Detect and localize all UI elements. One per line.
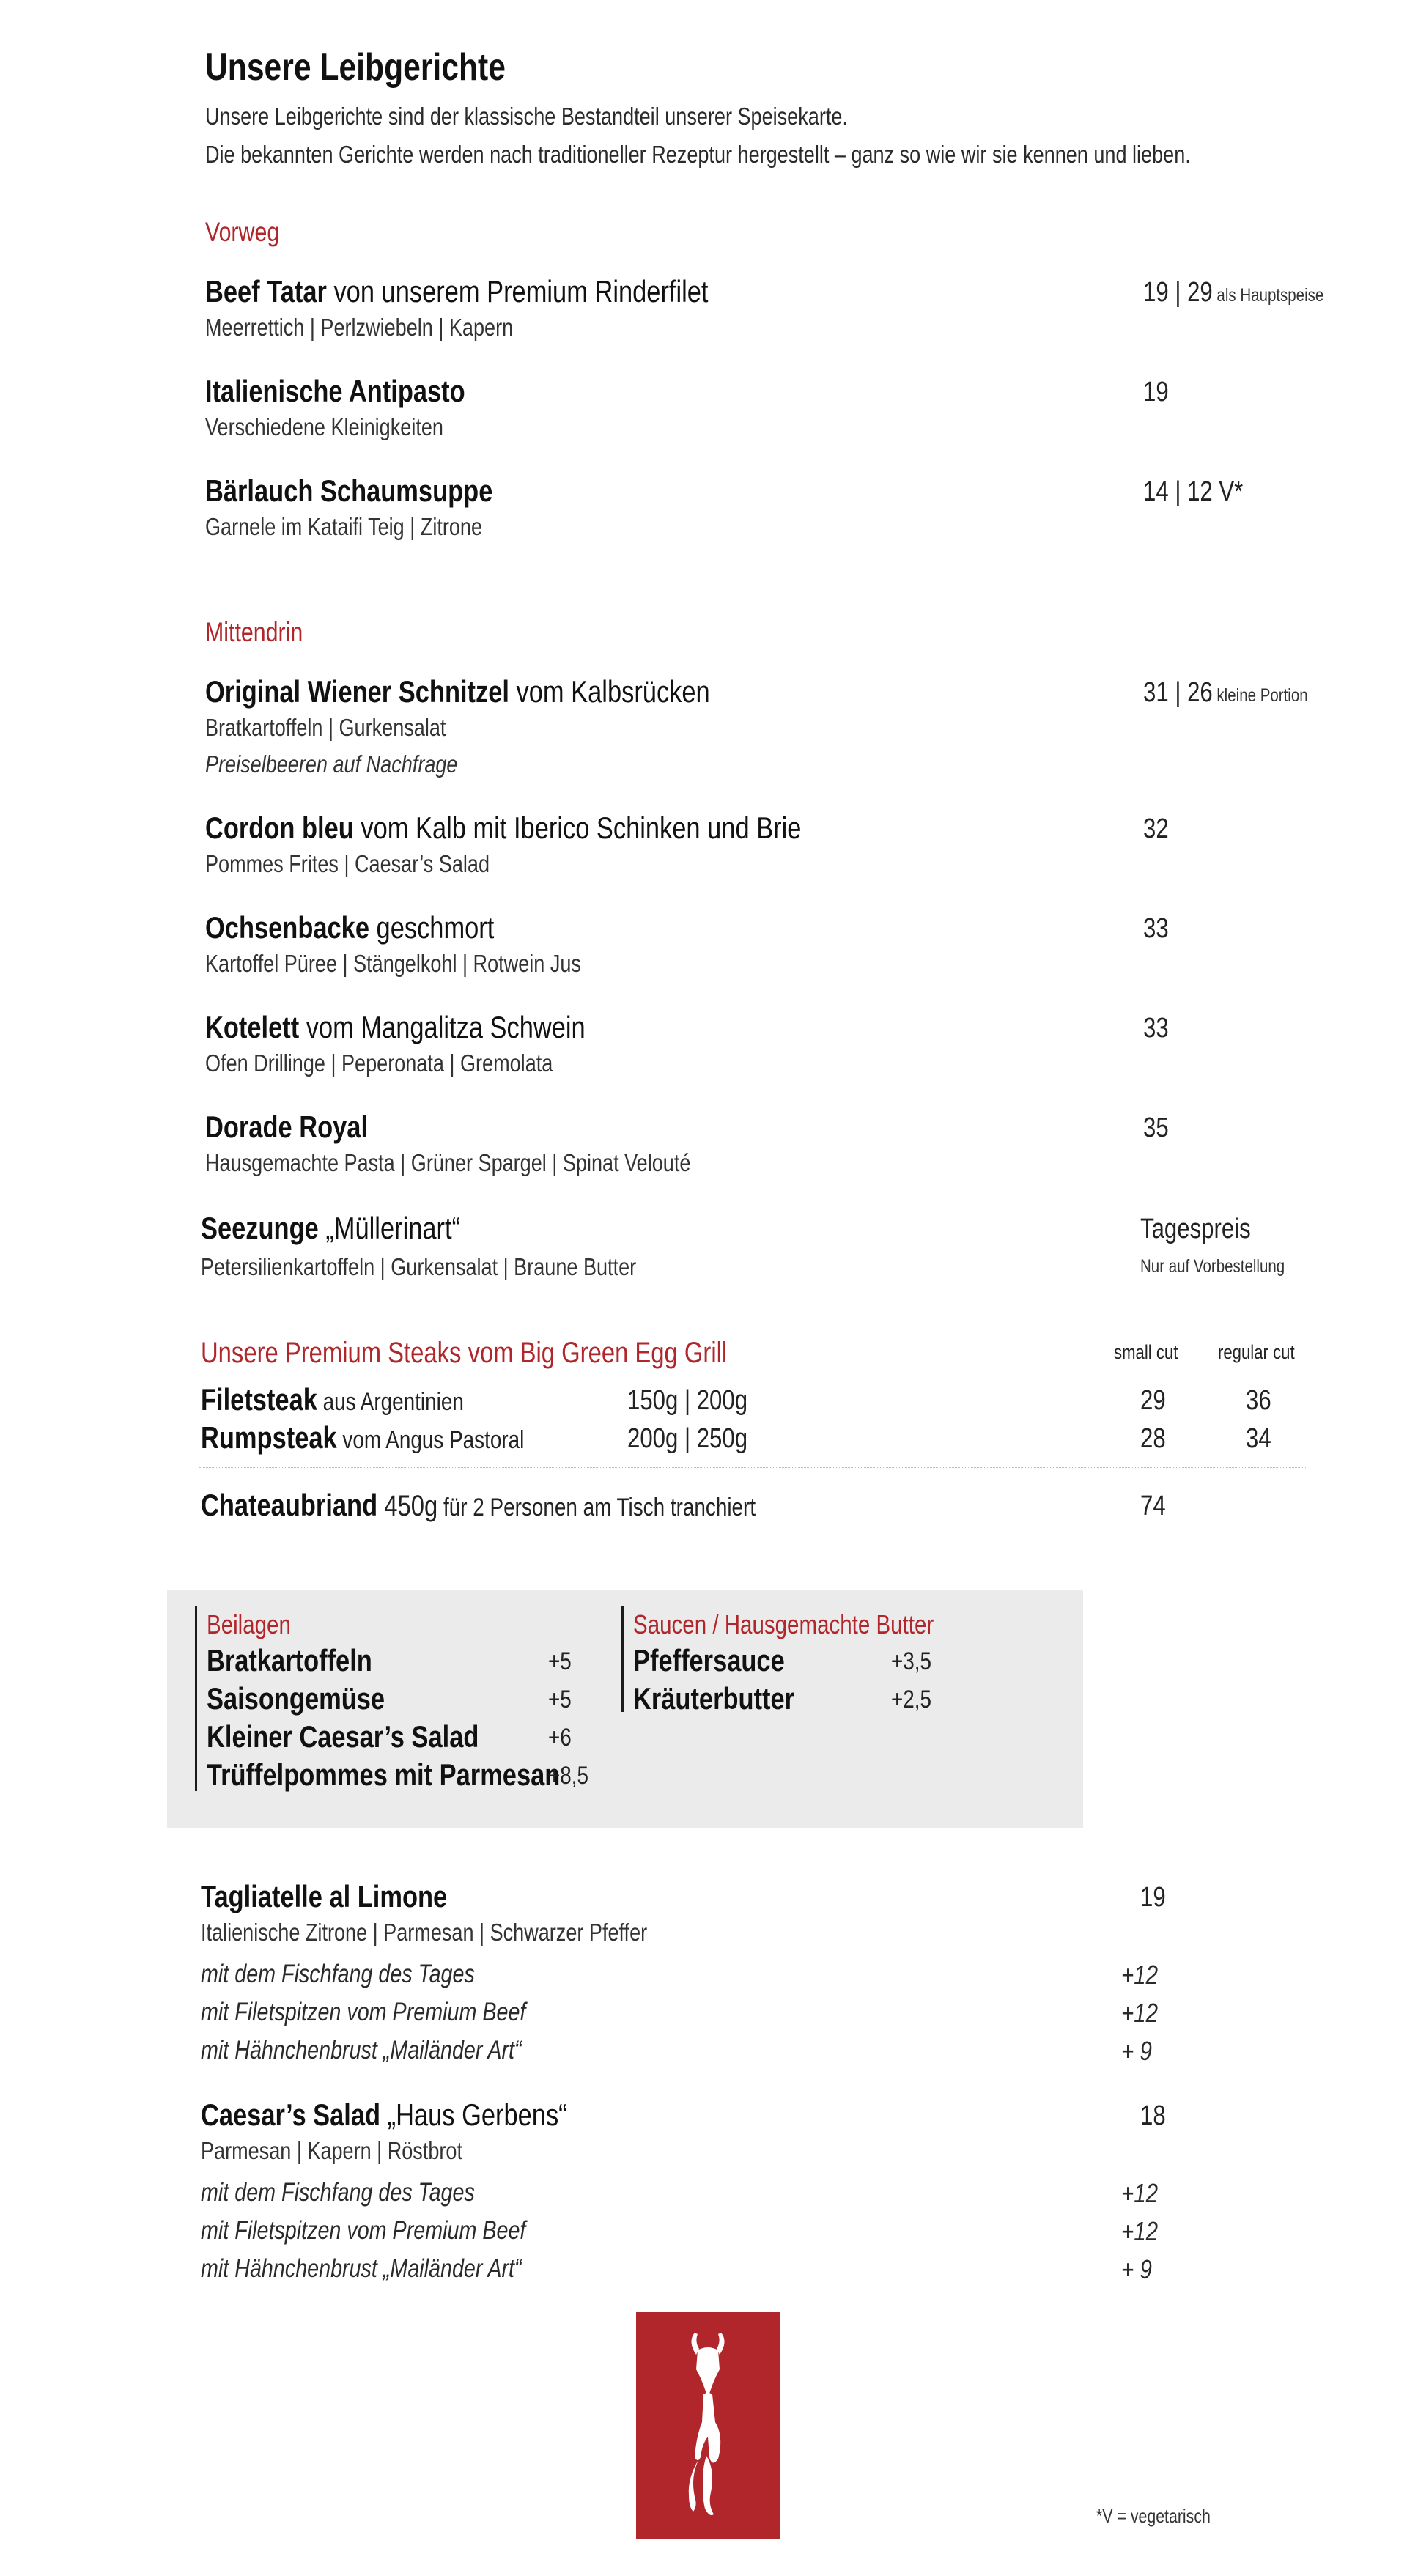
dish-description: Pommes Frites | Caesar’s Salad <box>205 850 490 877</box>
column-header-regular-cut: regular cut <box>1218 1341 1295 1363</box>
chateaubriand-price: 74 <box>1140 1491 1166 1521</box>
sauce-item: Pfeffersauce <box>633 1643 785 1678</box>
dish-description: Italienische Zitrone | Parmesan | Schwarzer Pfeffer <box>201 1919 648 1946</box>
dish-price: 35 <box>1143 1112 1169 1143</box>
dish-name: Dorade Royal <box>205 1110 369 1144</box>
addon-option: mit Filetspitzen vom Premium Beef <box>201 1998 526 2026</box>
dish-description: Hausgemachte Pasta | Grüner Spargel | Spinat Velouté <box>205 1149 691 1176</box>
addon-price: +12 <box>1121 2216 1159 2246</box>
addon-option: mit dem Fischfang des Tages <box>201 2178 475 2207</box>
dish-name: Italienische Antipasto <box>205 374 465 408</box>
divider <box>199 1467 1306 1468</box>
section-heading-mittendrin: Mittendrin <box>205 617 303 647</box>
dish-price: 19 <box>1143 377 1169 407</box>
dish-name: Original Wiener Schnitzel vom Kalbsrücken <box>205 674 710 709</box>
dish-price: 18 <box>1140 2100 1166 2131</box>
dish-name: Kotelett vom Mangalitza Schwein <box>205 1010 586 1044</box>
dish-price: Tagespreis <box>1140 1214 1251 1244</box>
addon-option: mit Hähnchenbrust „Mailänder Art“ <box>201 2254 522 2283</box>
dish-name: Beef Tatar von unserem Premium Rinderfilet <box>205 274 709 309</box>
dish-price: 33 <box>1143 1013 1169 1044</box>
addon-option: mit dem Fischfang des Tages <box>201 1960 475 1988</box>
dish-description: Ofen Drillinge | Peperonata | Gremolata <box>205 1049 553 1077</box>
dish-description: Meerrettich | Perlzwiebeln | Kapern <box>205 314 514 341</box>
sauce-item: Kräuterbutter <box>633 1681 795 1716</box>
intro-text: Unsere Leibgerichte sind der klassische Bestandteil unserer Speisekarte. <box>205 103 848 130</box>
dish-description: Garnele im Kataifi Teig | Zitrone <box>205 513 483 540</box>
dish-price: 32 <box>1143 813 1169 844</box>
side-price: +8,5 <box>548 1762 589 1790</box>
dish-description: Kartoffel Püree | Stängelkohl | Rotwein Jus <box>205 950 581 977</box>
steak-price-small: 29 <box>1140 1385 1166 1416</box>
dish-price: 19 | 29 als Hauptspeise <box>1143 277 1324 308</box>
sauce-price: +3,5 <box>891 1647 932 1675</box>
dish-description: Verschiedene Kleinigkeiten <box>205 413 443 440</box>
dish-price: 31 | 26 kleine Portion <box>1143 677 1308 708</box>
steak-price-regular: 34 <box>1246 1423 1271 1454</box>
dish-name: Ochsenbacke geschmort <box>205 910 495 945</box>
steak-price-regular: 36 <box>1246 1385 1271 1416</box>
dish-description: Parmesan | Kapern | Röstbrot <box>201 2137 462 2164</box>
price-note: Nur auf Vorbestellung <box>1140 1256 1285 1277</box>
dish-name: Cordon bleu vom Kalb mit Iberico Schinken und Brie <box>205 811 802 845</box>
dish-price: 19 <box>1140 1882 1166 1913</box>
addon-price: +12 <box>1121 1960 1159 1990</box>
divider <box>621 1606 624 1712</box>
dish-name: Bärlauch Schaumsuppe <box>205 473 493 508</box>
chateaubriand-name: Chateaubriand 450g für 2 Personen am Tisch tranchiert <box>201 1488 756 1522</box>
dish-description: Bratkartoffeln | Gurkensalat <box>205 714 446 741</box>
steak-name: Rumpsteak vom Angus Pastoral <box>201 1420 525 1455</box>
addon-price: +12 <box>1121 1998 1159 2028</box>
side-price: +5 <box>548 1686 572 1713</box>
addon-option: mit Filetspitzen vom Premium Beef <box>201 2216 526 2245</box>
bull-icon <box>636 2312 780 2539</box>
side-price: +5 <box>548 1647 572 1675</box>
dish-price: 14 | 12 V* <box>1143 476 1244 507</box>
side-item: Kleiner Caesar’s Salad <box>207 1719 479 1754</box>
side-item: Saisongemüse <box>207 1681 385 1716</box>
column-header-small-cut: small cut <box>1114 1341 1178 1363</box>
addon-price: +12 <box>1121 2178 1159 2208</box>
section-heading-vorweg: Vorweg <box>205 217 280 247</box>
steaks-heading: Unsere Premium Steaks vom Big Green Egg Grill <box>201 1337 728 1369</box>
dish-name: Seezunge „Müllerinart“ <box>201 1211 461 1245</box>
saucen-heading: Saucen / Hausgemachte Butter <box>633 1609 934 1639</box>
sauce-price: +2,5 <box>891 1686 932 1713</box>
addon-price: + 9 <box>1121 2036 1152 2066</box>
beilagen-heading: Beilagen <box>207 1609 291 1639</box>
steak-weight: 200g | 250g <box>627 1423 748 1454</box>
intro-text: Die bekannten Gerichte werden nach traditioneller Rezeptur hergestellt – ganz so wie wir sie kennen und lieben. <box>205 141 1191 168</box>
steak-name: Filetsteak aus Argentinien <box>201 1382 464 1417</box>
addon-price: + 9 <box>1121 2254 1152 2284</box>
steak-price-small: 28 <box>1140 1423 1166 1454</box>
dish-note: Preiselbeeren auf Nachfrage <box>205 750 458 778</box>
dish-price: 33 <box>1143 913 1169 944</box>
dish-name: Tagliatelle al Limone <box>201 1879 448 1913</box>
side-item: Bratkartoffeln <box>207 1643 372 1678</box>
footnote: *V = vegetarisch <box>1096 2505 1211 2527</box>
logo <box>636 2312 780 2539</box>
side-price: +6 <box>548 1724 572 1752</box>
dish-description: Petersilienkartoffeln | Gurkensalat | Braune Butter <box>201 1253 637 1280</box>
divider <box>195 1606 197 1791</box>
page-title: Unsere Leibgerichte <box>205 46 506 89</box>
addon-option: mit Hähnchenbrust „Mailänder Art“ <box>201 2036 522 2064</box>
steak-weight: 150g | 200g <box>627 1385 748 1416</box>
dish-name: Caesar’s Salad „Haus Gerbens“ <box>201 2097 567 2132</box>
side-item: Trüffelpommes mit Parmesan <box>207 1757 561 1792</box>
